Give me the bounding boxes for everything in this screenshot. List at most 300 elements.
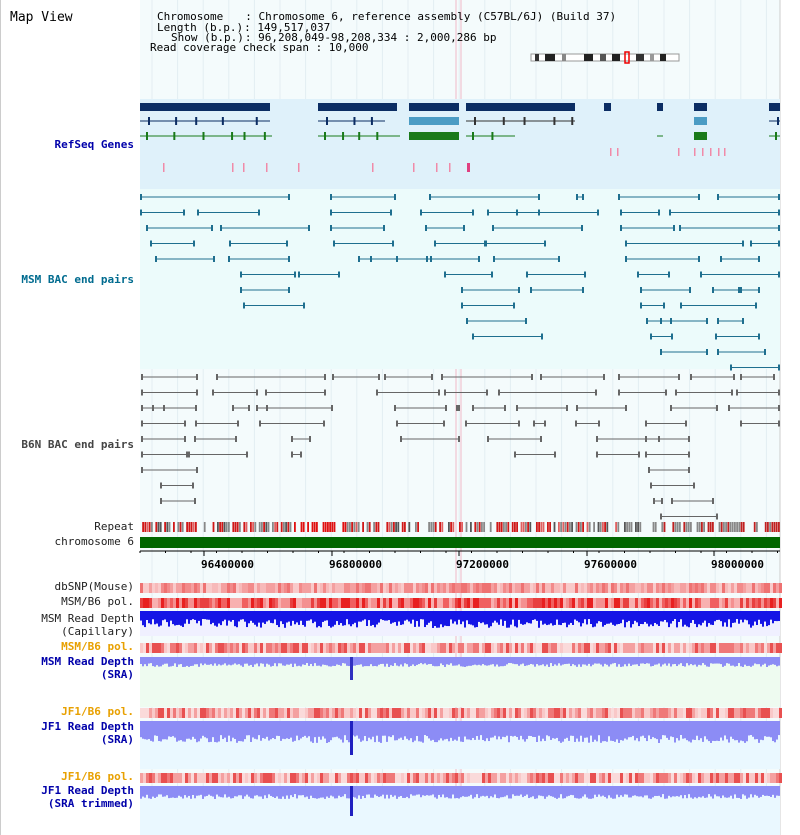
repeat-mark (516, 522, 518, 532)
b6n-bac-pair-end (670, 405, 672, 411)
b6n-bac-pair-end (740, 374, 742, 380)
msm-sra-bar (664, 657, 666, 664)
jf1-trim-bar (368, 786, 370, 794)
msm-pol2-cell (662, 643, 665, 653)
repeat-mark (217, 522, 219, 532)
msm-sra-bar (514, 657, 516, 664)
jf1-sra-bar (470, 721, 472, 740)
msm-sra-bar (196, 657, 198, 664)
msm-depth-bar (394, 611, 396, 622)
msm-pol-cell (266, 598, 269, 608)
repeat-mark (697, 522, 699, 532)
msm-depth-bar (400, 611, 402, 625)
msm-sra-bar (348, 657, 350, 666)
jf1-pol2-cell (347, 773, 350, 783)
dbsnp-cell (191, 583, 194, 593)
msm-pol-cell (413, 598, 416, 608)
b6n-bac-pair-end (693, 483, 695, 489)
jf1-pol-cell (479, 708, 482, 718)
msm-depth-bar (434, 611, 436, 626)
jf1-pol-cell (701, 708, 704, 718)
jf1-trim-bar (308, 786, 310, 799)
msm-depth-bar (646, 611, 648, 624)
jf1-pol2-cell (671, 773, 674, 783)
msm-depth-bar (656, 611, 658, 624)
jf1-pol2-cell (263, 773, 266, 783)
jf1-pol-cell (680, 708, 683, 718)
jf1-sra-bar (264, 721, 266, 739)
jf1-pol2-cell (650, 773, 653, 783)
jf1-sra-bar (256, 721, 258, 739)
msm-pol2-cell (143, 643, 146, 653)
dbsnp-cell (578, 583, 581, 593)
msm-pol2-cell (311, 643, 314, 653)
msm-sra-bar (478, 657, 480, 665)
msm-sra-bar (474, 657, 476, 665)
jf1-b6-pol2-label[interactable]: JF1/B6 pol. (61, 770, 134, 783)
jf1-trim-bar (466, 786, 468, 797)
msm-sra-bar (764, 657, 766, 664)
msm-pol-cell (230, 598, 233, 608)
jf1-trim-bar (470, 786, 472, 795)
msm-pol2-cell (746, 643, 749, 653)
msm-depth-bar (384, 611, 386, 621)
jf1-trim-bar (520, 786, 522, 795)
msm-read-cap-label-1[interactable]: MSM Read Depth (41, 612, 134, 625)
msm-depth-bar (718, 611, 720, 620)
jf1-trim-bar (714, 786, 716, 794)
jf1-sra-bar (678, 721, 680, 740)
jf1-sra-bar (710, 721, 712, 743)
repeat-mark (602, 522, 604, 532)
jf1-trim-bar (478, 786, 480, 798)
jf1-b6-pol-label[interactable]: JF1/B6 pol. (61, 705, 134, 718)
jf1-sra-bar (554, 721, 556, 739)
msm-bac-pair-end (620, 210, 622, 216)
repeat-mark (272, 522, 274, 532)
jf1-sra-bar (518, 721, 520, 740)
msm-pol2-cell (509, 643, 512, 653)
dbsnp-cell (269, 583, 272, 593)
msm-sra-bar (430, 657, 432, 664)
msm-depth-bar (414, 611, 416, 627)
jf1-pol2-cell (647, 773, 650, 783)
repeat-mark (169, 522, 171, 532)
msm-sra-bar (240, 657, 242, 666)
msm-sra-bar (382, 657, 384, 664)
repeat-label[interactable]: Repeat (94, 520, 134, 533)
msm-depth-bar (678, 611, 680, 622)
jf1-pol-cell (260, 708, 263, 718)
dbsnp-cell (449, 583, 452, 593)
msm-depth-bar (290, 611, 292, 626)
repeat-mark (523, 522, 525, 532)
jf1-pol2-cell (686, 773, 689, 783)
repeat-mark (373, 522, 375, 532)
dbsnp-cell (551, 583, 554, 593)
dbsnp-cell (689, 583, 692, 593)
jf1-pol-cell (416, 708, 419, 718)
msm-bac-pair-end (492, 225, 494, 231)
jf1-trim-bar (472, 786, 474, 799)
msm-depth-bar (308, 611, 310, 621)
jf1-pol-cell (350, 708, 353, 718)
dbsnp-cell (563, 583, 566, 593)
jf1-trim-bar (184, 786, 186, 795)
dbsnp-cell (581, 583, 584, 593)
jf1-sra-bar (196, 721, 198, 742)
msm-bac-pair-end (689, 287, 691, 293)
dbsnp-cell (149, 583, 152, 593)
jf1-trim-bar (410, 786, 412, 794)
jf1-pol-cell (314, 708, 317, 718)
msm-depth-bar (664, 611, 666, 620)
jf1-pol2-cell (299, 773, 302, 783)
jf1-pol2-cell (266, 773, 269, 783)
msm-bac-pair-end (680, 303, 682, 309)
jf1-pol-cell (194, 708, 197, 718)
msm-bac-pair-end (581, 225, 583, 231)
jf1-read-sra-label-1[interactable]: JF1 Read Depth (41, 720, 134, 733)
jf1-pol2-cell (581, 773, 584, 783)
msm-sra-bar (486, 657, 488, 666)
msm-sra-bar (550, 657, 552, 663)
msm-depth-bar (570, 611, 572, 623)
jf1-trim-bar (280, 786, 282, 799)
jf1-pol-cell (413, 708, 416, 718)
jf1-trim-bar (162, 786, 164, 797)
jf1-trim-bar (686, 786, 688, 798)
jf1-read-trim-label-1[interactable]: JF1 Read Depth (41, 784, 134, 797)
ideogram-band (535, 54, 539, 61)
msm-sra-bar (768, 657, 770, 666)
jf1-trim-bar (758, 786, 760, 798)
jf1-trim-bar (272, 786, 274, 797)
dbsnp-cell (620, 583, 623, 593)
jf1-trim-bar (488, 786, 490, 798)
msm-pol2-cell (362, 643, 365, 653)
msm-sra-bar (442, 657, 444, 665)
msm-sra-bar (228, 657, 230, 665)
jf1-sra-bar (450, 721, 452, 738)
jf1-sra-bar (514, 721, 516, 736)
jf1-trim-bar (638, 786, 640, 797)
dbsnp-cell (437, 583, 440, 593)
msm-pol2-cell (659, 643, 662, 653)
jf1-trim-bar (604, 786, 606, 797)
jf1-trim-bar (672, 786, 674, 796)
msm-depth-bar (284, 611, 286, 628)
jf1-trim-bar (732, 786, 734, 799)
msm-pol-cell (341, 598, 344, 608)
msm-depth-bar (760, 611, 762, 624)
msm-sra-bar (176, 657, 178, 667)
jf1-pol2-cell (539, 773, 542, 783)
msm-depth-bar (318, 611, 320, 626)
msm-pol-cell (272, 598, 275, 608)
jf1-pol2-cell (761, 773, 764, 783)
dbsnp-cell (158, 583, 161, 593)
jf1-sra-bar (226, 721, 228, 742)
msm-depth-bar (190, 611, 192, 620)
msm-sra-bar (246, 657, 248, 664)
jf1-pol2-cell (221, 773, 224, 783)
msm-sra-bar (194, 657, 196, 664)
msm-depth-bar (714, 611, 716, 621)
jf1-pol-cell (434, 708, 437, 718)
jf1-sra-bar (680, 721, 682, 735)
msm-depth-bar (658, 611, 660, 626)
gene-exon (358, 132, 360, 140)
msm-sra-bar (606, 657, 608, 665)
b6n-bac-pair-end (141, 467, 143, 473)
jf1-pol2-cell (167, 773, 170, 783)
jf1-pol2-cell (245, 773, 248, 783)
msm-bac-pair-end (663, 303, 665, 309)
msm-sra-bar (392, 657, 394, 666)
msm-pol-cell (362, 598, 365, 608)
jf1-trim-bar (188, 786, 190, 796)
msm-pol-cell (437, 598, 440, 608)
jf1-pol-cell (272, 708, 275, 718)
jf1-pol2-cell (566, 773, 569, 783)
jf1-sra-bar (218, 721, 220, 742)
msm-pol-cell (407, 598, 410, 608)
jf1-pol-cell (149, 708, 152, 718)
msm-bac-pair-end (530, 287, 532, 293)
jf1-pol2-cell (272, 773, 275, 783)
msm-depth-bar (544, 611, 546, 624)
msm-pol2-cell (158, 643, 161, 653)
msm-sra-bar (694, 657, 696, 665)
repeat-mark (147, 522, 149, 532)
refseq-genes-label[interactable]: RefSeq Genes (54, 138, 134, 151)
b6n-bac-label[interactable]: B6N BAC end pairs (21, 438, 134, 451)
jf1-pol2-cell (224, 773, 227, 783)
msm-pol2-cell (533, 643, 536, 653)
b6n-bac-pair-end (645, 452, 647, 458)
msm-pol2-cell (443, 643, 446, 653)
msm-b6-pol-label[interactable]: MSM/B6 pol. (61, 595, 134, 608)
msm-depth-bar (322, 611, 324, 622)
jf1-trim-bar (284, 786, 286, 799)
jf1-trim-bar (446, 786, 448, 797)
jf1-sra-bar (730, 721, 732, 737)
dbsnp-cell (260, 583, 263, 593)
jf1-pol-cell (293, 708, 296, 718)
msm-pol-cell (473, 598, 476, 608)
jf1-sra-bar (772, 721, 774, 741)
jf1-sra-bar (422, 721, 424, 743)
jf1-trim-bar (314, 786, 316, 798)
msm-pol2-cell (293, 643, 296, 653)
dbsnp-cell (278, 583, 281, 593)
msm-depth-bar (158, 611, 160, 627)
msm-sra-bar (610, 657, 612, 664)
jf1-pol-cell (506, 708, 509, 718)
jf1-pol2-cell (722, 773, 725, 783)
msm-sra-bar (154, 657, 156, 667)
jf1-sra-bar (576, 721, 578, 739)
gene-exon (244, 132, 246, 140)
dbsnp-cell (335, 583, 338, 593)
b6n-bac-pair-end (195, 421, 197, 427)
msm-sra-bar (298, 657, 300, 666)
jf1-sra-bar (410, 721, 412, 738)
msm-depth-bar (702, 611, 704, 623)
msm-pol2-cell (185, 643, 188, 653)
msm-sra-bar (374, 657, 376, 666)
jf1-sra-bar (722, 721, 724, 741)
msm-sra-bar (720, 657, 722, 664)
msm-sra-bar (666, 657, 668, 666)
msm-pol-cell (587, 598, 590, 608)
repeat-mark (499, 522, 501, 532)
dbsnp-cell (452, 583, 455, 593)
repeat-mark (626, 522, 628, 532)
jf1-trim-bar (178, 786, 180, 796)
jf1-pol-cell (545, 708, 548, 718)
dbsnp-cell (491, 583, 494, 593)
msm-bac-label[interactable]: MSM BAC end pairs (21, 273, 134, 286)
msm-pol2-cell (689, 643, 692, 653)
jf1-sra-bar (186, 721, 188, 739)
jf1-trim-bar (598, 786, 600, 795)
msm-pol2-cell (371, 643, 374, 653)
msm-depth-bar (510, 611, 512, 625)
jf1-sra-bar (662, 721, 664, 735)
jf1-pol2-cell (281, 773, 284, 783)
dbsnp-cell (473, 583, 476, 593)
msm-sra-bar (386, 657, 388, 664)
jf1-pol2-cell (527, 773, 530, 783)
msm-pol-cell (458, 598, 461, 608)
jf1-trim-bar (740, 786, 742, 799)
msm-pol-cell (410, 598, 413, 608)
b6n-bac-pair-end (595, 390, 597, 396)
msm-depth-bar (404, 611, 406, 621)
msm-bac-pair-end (758, 256, 760, 262)
msm-pol2-cell (722, 643, 725, 653)
msm-sra-bar (504, 657, 506, 666)
msm-sra-bar (356, 657, 358, 665)
msm-pol2-cell (281, 643, 284, 653)
jf1-sra-bar (236, 721, 238, 743)
msm-bac-pair-end (444, 272, 446, 278)
msm-pol2-cell (212, 643, 215, 653)
ideogram-band (584, 54, 593, 61)
msm-read-cap-label-2: (Capillary) (61, 625, 134, 638)
jf1-sra-bar (316, 721, 318, 743)
jf1-sra-bar (774, 721, 776, 742)
jf1-trim-bar (290, 786, 292, 795)
jf1-pol2-cell (530, 773, 533, 783)
jf1-trim-bar (462, 786, 464, 796)
repeat-mark (235, 522, 237, 532)
jf1-trim-bar (198, 786, 200, 795)
jf1-trim-bar (532, 786, 534, 796)
dbsnp-label[interactable]: dbSNP(Mouse) (54, 580, 134, 593)
msm-pol2-cell (560, 643, 563, 653)
msm-sra-bar (770, 657, 772, 665)
jf1-trim-bar (756, 786, 758, 796)
msm-sra-bar (410, 657, 412, 666)
msm-bac-pair-end (698, 256, 700, 262)
msm-depth-bar (334, 611, 336, 625)
msm-depth-bar (528, 611, 530, 623)
msm-sra-bar (596, 657, 598, 664)
msm-sra-bar (330, 657, 332, 667)
jf1-pol2-cell (737, 773, 740, 783)
jf1-pol-cell (200, 708, 203, 718)
jf1-trim-bar (420, 786, 422, 797)
jf1-pol2-cell (536, 773, 539, 783)
refseq-mark (232, 163, 234, 172)
msm-sra-bar (600, 657, 602, 665)
msm-sra-bar (458, 657, 460, 664)
msm-sra-bar (644, 657, 646, 664)
dbsnp-cell (527, 583, 530, 593)
msm-pol2-cell (341, 643, 344, 653)
jf1-pol-cell (557, 708, 560, 718)
repeat-mark (252, 522, 254, 532)
msm-pol2-cell (140, 643, 143, 653)
msm-bac-pair-end (764, 349, 766, 355)
msm-pol-cell (698, 598, 701, 608)
jf1-trim-bar (778, 786, 780, 796)
msm-pol-cell (554, 598, 557, 608)
msm-pol2-cell (404, 643, 407, 653)
jf1-sra-bar (764, 721, 766, 736)
msm-depth-bar (652, 611, 654, 626)
jf1-trim-bar (366, 786, 368, 795)
jf1-trim-bar (432, 786, 434, 794)
gene-block (409, 132, 459, 140)
jf1-sra-bar (298, 721, 300, 740)
msm-pol-cell (317, 598, 320, 608)
b6n-bac-pair-end (458, 436, 460, 442)
msm-depth-bar (268, 611, 270, 620)
msm-pol-cell (758, 598, 761, 608)
repeat-mark (356, 522, 358, 532)
jf1-pol-cell (338, 708, 341, 718)
msm-read-sra-label-1[interactable]: MSM Read Depth (41, 655, 134, 668)
jf1-trim-bar (268, 786, 270, 794)
jf1-pol2-cell (260, 773, 263, 783)
msm-sra-bar (278, 657, 280, 663)
b6n-bac-pair-end (650, 483, 652, 489)
msm-sra-peak (350, 657, 353, 680)
msm-bac-pair-end (712, 287, 714, 293)
msm-pol2-cell (458, 643, 461, 653)
jf1-pol2-cell (512, 773, 515, 783)
msm-b6-pol2-label[interactable]: MSM/B6 pol. (61, 640, 134, 653)
jf1-pol-cell (227, 708, 230, 718)
msm-sra-bar (424, 657, 426, 663)
jf1-sra-bar (498, 721, 500, 736)
jf1-pol2-cell (158, 773, 161, 783)
msm-depth-bar (428, 611, 430, 623)
jf1-trim-bar (218, 786, 220, 797)
jf1-trim-bar (574, 786, 576, 798)
jf1-trim-bar (276, 786, 278, 796)
msm-depth-bar (508, 611, 510, 628)
jf1-trim-bar (726, 786, 728, 798)
msm-depth-bar (502, 611, 504, 626)
msm-pol2-cell (527, 643, 530, 653)
msm-sra-bar (636, 657, 638, 664)
b6n-bac-pair-end (675, 390, 677, 396)
